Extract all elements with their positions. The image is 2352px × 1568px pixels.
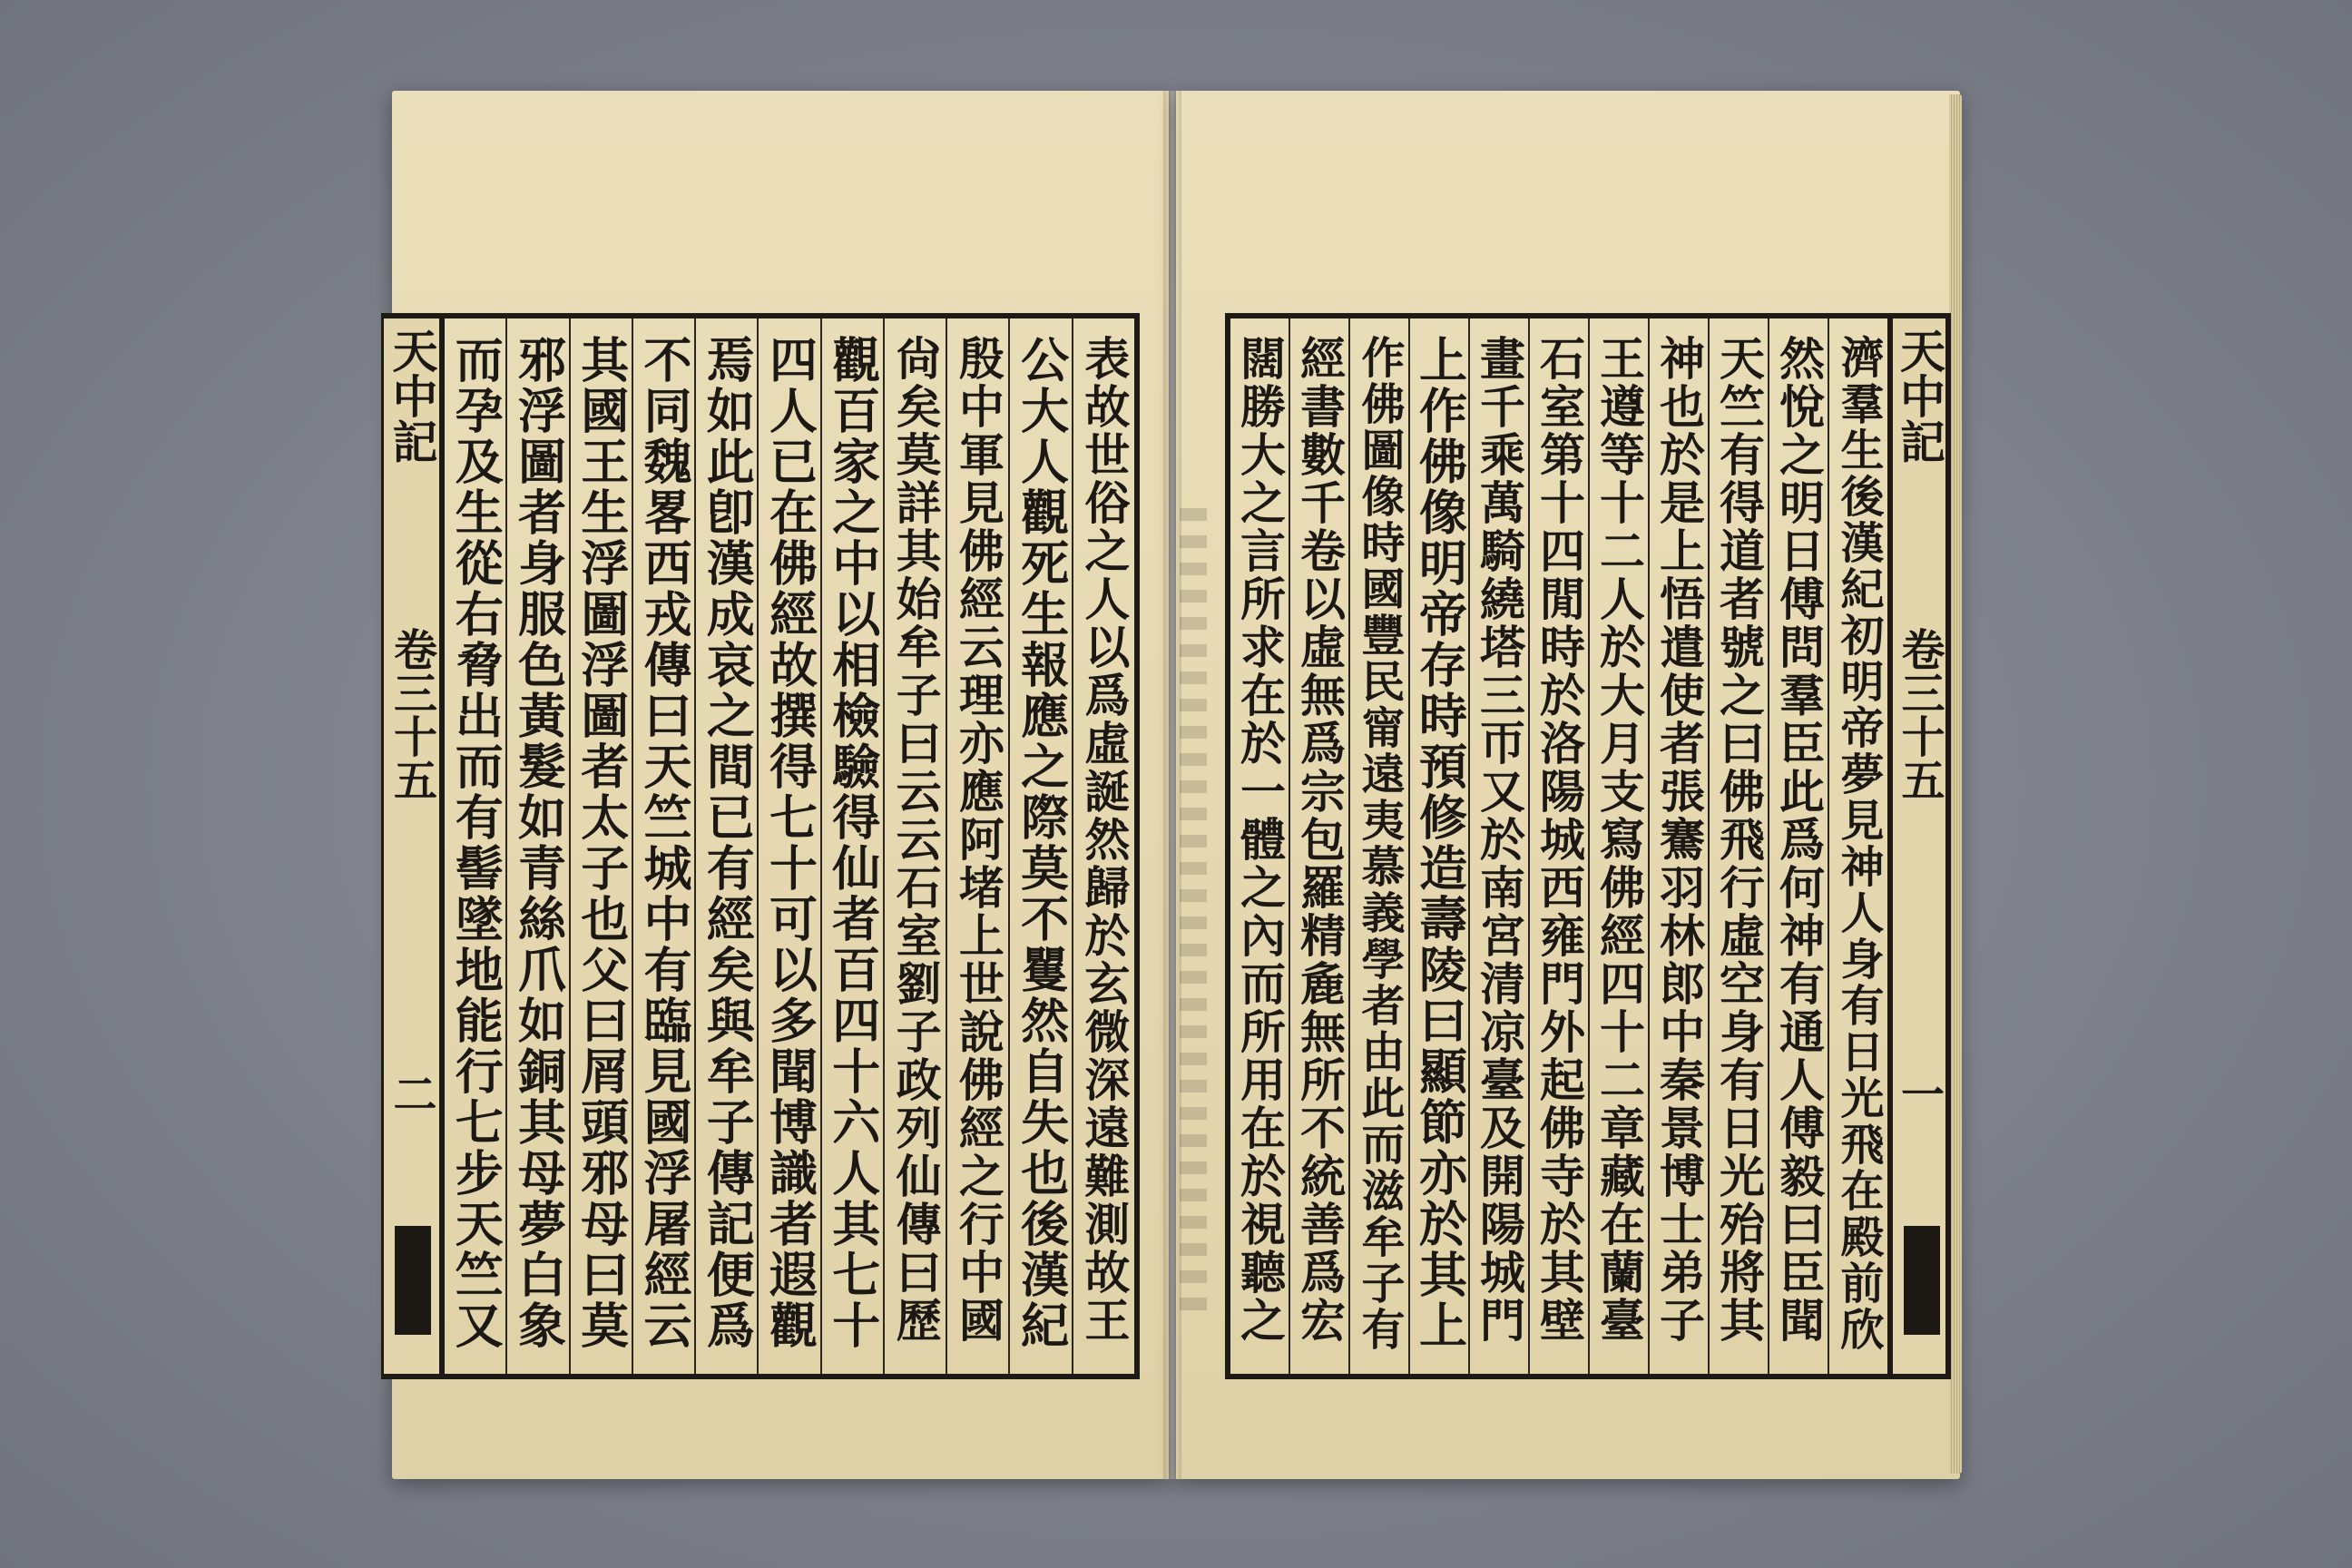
column-text: 而孕及生從右脅出而有髻墜地能行七步天竺又 bbox=[447, 335, 505, 1351]
text-column bbox=[1468, 318, 1528, 1374]
column-text: 觀百家之中以相檢驗得仙者百四十六人其七十 bbox=[824, 335, 881, 1351]
column-text: 焉如此卽漢成哀之間已有經矣與牟子傳記便爲 bbox=[699, 335, 756, 1351]
text-column bbox=[1230, 318, 1289, 1374]
column-text: 四人已在佛經故撰得七十可以多聞博識者遐觀 bbox=[761, 335, 818, 1351]
text-column bbox=[883, 318, 946, 1374]
left-margin-page-number: 二 bbox=[386, 1072, 436, 1115]
text-column bbox=[1648, 318, 1708, 1374]
right-page-margin-column bbox=[1887, 313, 1951, 1379]
right-text-columns bbox=[1230, 318, 1887, 1374]
book-gutter bbox=[1163, 91, 1181, 1479]
text-column bbox=[946, 318, 1008, 1374]
column-text: 天竺有得道者號之曰佛飛行虛空身有日光殆將其 bbox=[1712, 335, 1766, 1345]
column-text: 神也於是上悟遣使者張騫羽林郎中秦景博士弟子 bbox=[1652, 335, 1706, 1345]
text-column bbox=[1768, 318, 1828, 1374]
right-margin-fishtail-mark bbox=[1904, 1226, 1940, 1335]
left-page-margin-column bbox=[381, 313, 445, 1379]
left-text-frame bbox=[445, 313, 1140, 1379]
column-text: 邪浮圖者身服色黃髮如青絲爪如銅其母夢白象 bbox=[510, 335, 567, 1351]
column-text: 殷中軍見佛經云理亦應阿堵上世說佛經之行中國 bbox=[951, 335, 1005, 1345]
ink-bleed-through bbox=[1180, 508, 1207, 1325]
text-column bbox=[757, 318, 819, 1374]
left-margin-title: 天中記 bbox=[385, 328, 439, 464]
right-text-frame bbox=[1225, 313, 1887, 1379]
column-text: 畫千乘萬騎繞塔三帀又於南宮清凉臺及開陽城門 bbox=[1473, 335, 1526, 1345]
column-text: 經書數千卷以虛無爲宗包羅精麁無所不統善爲宏 bbox=[1293, 335, 1347, 1345]
column-text: 闊勝大之言所求在於一體之內而所用在於視聽之 bbox=[1233, 335, 1287, 1345]
column-text: 濟羣生後漢紀初明帝夢見神人身有日光飛在殿前欣 bbox=[1833, 335, 1884, 1353]
text-column bbox=[1828, 318, 1887, 1374]
column-text: 王遵等十二人於大月支寫佛經四十二章藏在蘭臺 bbox=[1592, 335, 1646, 1345]
column-text: 公大人觀死生報應之際莫不矍然自失也後漢紀 bbox=[1013, 335, 1070, 1351]
column-text: 上作佛像明帝存時預修造壽陵曰顯節亦於其上 bbox=[1411, 335, 1468, 1351]
column-text: 表故世俗之人以爲虛誕然歸於玄微深遠難測故王 bbox=[1077, 335, 1132, 1345]
text-column bbox=[445, 318, 505, 1374]
right-margin-page-number: 一 bbox=[1893, 1072, 1945, 1115]
text-column bbox=[569, 318, 632, 1374]
right-margin-title: 天中記 bbox=[1893, 328, 1946, 464]
column-text: 然悅之明日傅問羣臣此爲何神有通人傅毅曰臣聞 bbox=[1772, 335, 1826, 1345]
column-text: 石室第十四閒時於洛陽城西雍門外起佛寺於其壁 bbox=[1533, 335, 1586, 1345]
right-margin-volume: 卷三十五 bbox=[1894, 627, 1945, 801]
column-text: 不同魏畧西戎傳曰天竺城中有臨見國浮屠經云 bbox=[636, 335, 692, 1351]
left-margin-volume: 卷三十五 bbox=[386, 627, 437, 801]
text-column bbox=[1008, 318, 1071, 1374]
text-column bbox=[505, 318, 568, 1374]
left-text-columns bbox=[445, 318, 1134, 1374]
left-margin-fishtail-mark bbox=[395, 1226, 431, 1335]
text-column bbox=[1408, 318, 1468, 1374]
text-column bbox=[694, 318, 757, 1374]
column-text: 作佛圖像時國豐民甯遠夷慕義學者由此而滋牟子有 bbox=[1354, 335, 1405, 1353]
text-column bbox=[1708, 318, 1768, 1374]
text-column bbox=[1289, 318, 1348, 1374]
column-text: 其國王生浮圖浮圖者太子也父曰屑頭邪母曰莫 bbox=[573, 335, 630, 1351]
text-column bbox=[820, 318, 883, 1374]
column-text: 尙矣莫詳其始牟子曰云云石室劉子政列仙傳曰歷 bbox=[888, 335, 943, 1345]
text-column bbox=[1072, 318, 1134, 1374]
page-edge-stack bbox=[1949, 94, 1962, 1474]
text-column bbox=[632, 318, 694, 1374]
text-column bbox=[1528, 318, 1588, 1374]
text-column bbox=[1588, 318, 1648, 1374]
text-column bbox=[1348, 318, 1408, 1374]
